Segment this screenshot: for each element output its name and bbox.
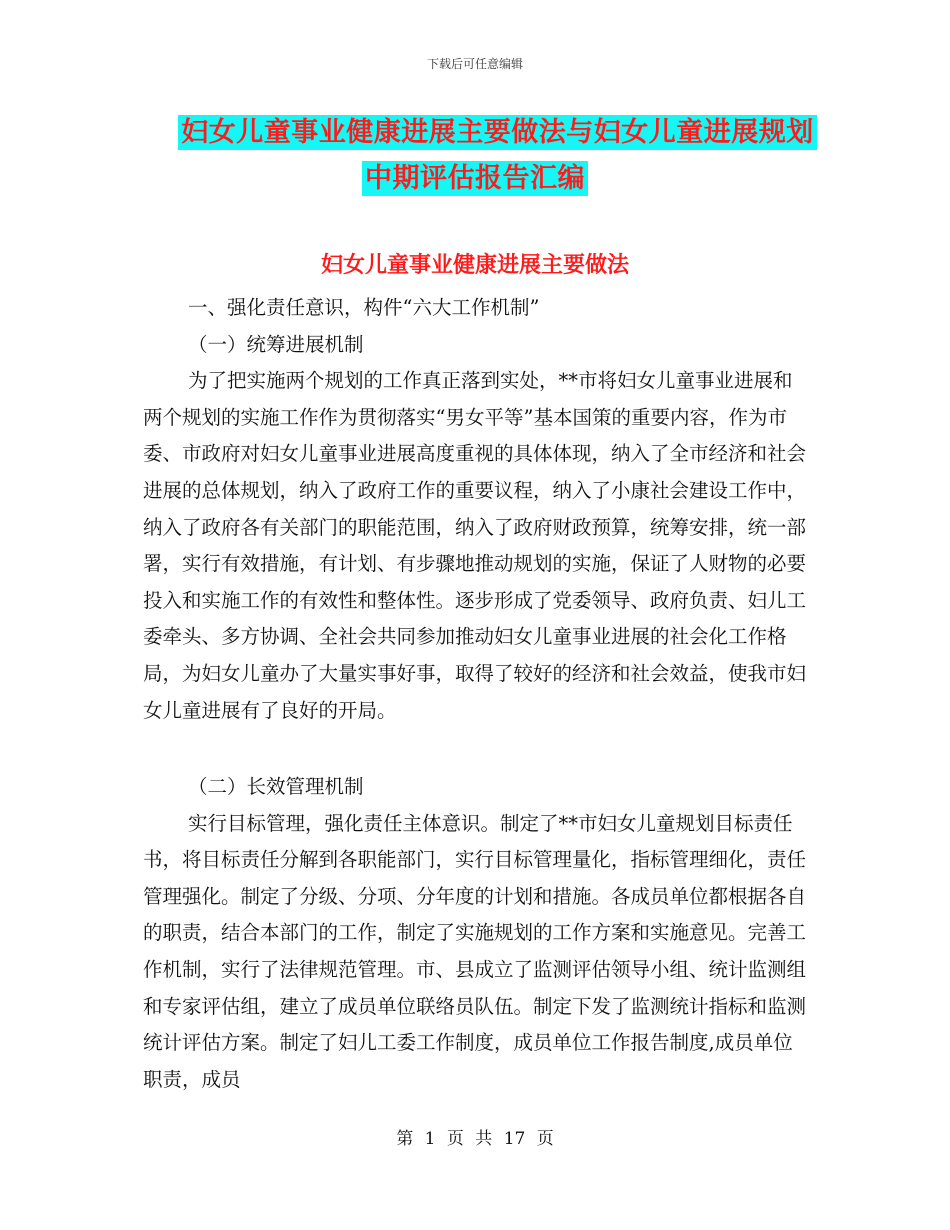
heading-1: 一、强化责任意识，构件“六大工作机制” <box>188 296 540 319</box>
subheading-1: （一）统筹进展机制 <box>188 332 364 356</box>
document-title-line-2 <box>0 156 950 195</box>
title-line-1-text: 妇女儿童事业健康进展主要做法与妇女儿童进展规划 <box>178 115 817 150</box>
header-note: 下载后可任意编辑 <box>426 57 523 71</box>
body-block-1 <box>143 290 808 729</box>
body-block-2 <box>143 769 808 1098</box>
document-title-line-1 <box>0 110 950 149</box>
subheading-2: （二）长效管理机制 <box>188 775 364 798</box>
section-title: 妇女儿童事业健康进展主要做法 <box>320 252 629 278</box>
paragraph-2: 实行目标管理，强化责任主体意识。制定了**市妇女儿童规划目标责任书，将目标责任分解到各职能部门，实行目标管理量化，指标管理细化，责任管理强化。制定了分级、分项、分年度的计划和措施。各成员单位都根据各自的职责，结合本部门的工作，制定了实施规划的工作方案和实施意见。完善工作机制，实行了法律规范管理。市、县成立了监测评估领导小组、统计监测组和专家评估组，建立了成员单位联络员队伍。制定下发了监测统计指标和监测统计评估方案。制定了妇儿工委工作制度，成员单位工作报告制度,成员单位职责，成员 <box>143 811 807 1091</box>
page-footer: 第 1 页 共 17 页 <box>396 1129 554 1149</box>
paragraph-1: 为了把实施两个规划的工作真正落到实处，**市将妇女儿童事业进展和两个规划的实施工作作为贯彻落实“男女平等”基本国策的重要内容，作为市委、市政府对妇女儿童事业进展高度重视的具体体现，纳入了全市经济和社会进展的总体规划，纳入了政府工作的重要议程，纳入了小康社会建设工作中，纳入了政府各有关部门的职能范围，纳入了政府财政预算，统筹安排，统一部署，实行有效措施，有计划、有步骤地推动规划的实施，保证了人财物的必要投入和实施工作的有效性和整体性。逐步形成了党委领导、政府负责、妇儿工委牵头、多方协调、全社会共同参加推动妇女儿童事业进展的社会化工作格局，为妇女儿童办了大量实事好事，取得了较好的经济和社会效益，使我市妇女儿童进展有了良好的开局。 <box>143 369 807 722</box>
title-line-2-text: 中期评估报告汇编 <box>362 161 588 196</box>
